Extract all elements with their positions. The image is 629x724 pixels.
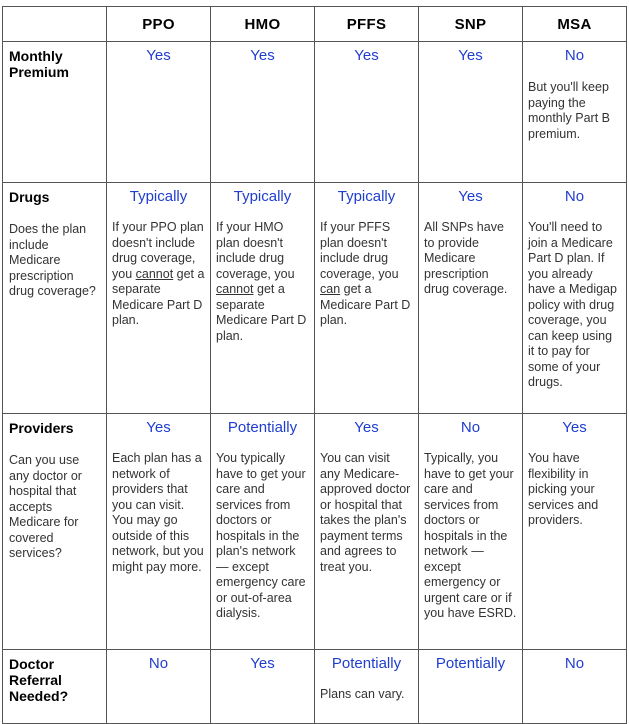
providers-hmo-note: You typically have to get your care and services from doctors or hospitals in the plan's network — except emergency care or out-of-area dialysis. <box>216 451 306 620</box>
providers-pffs-note: You can visit any Medicare-approved doctor or hospital that takes the plan's payment terms and agrees to treat you. <box>320 451 411 574</box>
premium-hmo-cell <box>211 42 315 183</box>
premium-msa-cell <box>523 42 627 183</box>
providers-snp-answer: No <box>460 419 481 436</box>
referral-ppo-answer: No <box>148 655 169 672</box>
providers-pffs-cell <box>315 414 419 650</box>
referral-msa-cell <box>523 650 627 724</box>
row-question-drugs: Does the plan include Medicare prescription drug coverage? <box>9 222 96 298</box>
row-label-doctor-referral: Doctor Referral Needed? <box>9 656 69 704</box>
note-text: get a separate Medicare Part D plan. <box>216 282 307 343</box>
note-text: If your PFFS plan doesn't include drug coverage, you <box>320 220 399 281</box>
providers-msa-note: You have flexibility in picking your services and providers. <box>528 451 599 527</box>
table-row-drugs <box>3 183 627 414</box>
row-label-cell <box>3 42 107 183</box>
row-label-cell <box>3 650 107 724</box>
column-header-pffs: PFFS <box>315 7 419 42</box>
column-header-ppo: PPO <box>107 7 211 42</box>
medicare-plan-comparison-table <box>2 6 627 724</box>
note-emphasis: can <box>320 282 341 296</box>
providers-msa-cell <box>523 414 627 650</box>
row-label-cell <box>3 414 107 650</box>
note-emphasis: cannot <box>135 266 174 281</box>
drugs-pffs-answer: Typically <box>337 188 396 205</box>
premium-ppo-cell <box>107 42 211 183</box>
note-text: get a separate Medicare Part D plan. <box>112 266 205 327</box>
drugs-msa-note: You'll need to join a Medicare Part D plan. If you already have a Medigap policy with drug coverage, you can keep using it to pay for some of your drugs. <box>528 220 617 389</box>
table-row-doctor-referral <box>3 650 627 724</box>
drugs-snp-note: All SNPs have to provide Medicare prescription drug coverage. <box>424 220 508 296</box>
providers-snp-cell <box>419 414 523 650</box>
providers-snp-note: Typically, you have to get your care and services from doctors or hospitals in the network — except emergency or urgent care or if you have ESRD. <box>424 451 517 620</box>
premium-pffs-answer: Yes <box>354 47 379 64</box>
referral-pffs-note: Plans can vary. <box>320 687 405 701</box>
premium-msa-answer: No <box>564 47 585 64</box>
providers-ppo-cell <box>107 414 211 650</box>
referral-pffs-answer: Potentially <box>331 655 402 672</box>
premium-ppo-answer: Yes <box>146 47 171 64</box>
drugs-msa-answer: No <box>564 188 585 205</box>
drugs-hmo-cell <box>211 183 315 414</box>
column-header-snp: SNP <box>419 7 523 42</box>
drugs-hmo-answer: Typically <box>233 188 292 205</box>
comparison-table-frame <box>2 6 627 724</box>
column-header-hmo: HMO <box>211 7 315 42</box>
drugs-pffs-cell <box>315 183 419 414</box>
row-label-drugs: Drugs <box>9 189 50 205</box>
referral-pffs-cell <box>315 650 419 724</box>
premium-hmo-answer: Yes <box>250 47 275 64</box>
drugs-ppo-cell <box>107 183 211 414</box>
row-label-cell <box>3 183 107 414</box>
column-header-msa: MSA <box>523 7 627 42</box>
drugs-snp-cell <box>419 183 523 414</box>
referral-hmo-cell <box>211 650 315 724</box>
premium-pffs-cell <box>315 42 419 183</box>
table-row-providers <box>3 414 627 650</box>
referral-ppo-cell <box>107 650 211 724</box>
referral-msa-answer: No <box>564 655 585 672</box>
premium-snp-answer: Yes <box>458 47 483 64</box>
note-text: If your HMO plan doesn't include drug coverage, you <box>216 220 295 281</box>
drugs-ppo-note <box>112 220 205 329</box>
referral-snp-cell <box>419 650 523 724</box>
header-row <box>3 7 627 42</box>
providers-hmo-answer: Potentially <box>227 419 298 436</box>
note-text: If your PPO plan doesn't include drug coverage, you <box>112 220 204 281</box>
referral-hmo-answer: Yes <box>250 655 275 672</box>
providers-msa-answer: Yes <box>562 419 587 436</box>
providers-ppo-note: Each plan has a network of providers that you can visit. You may go outside of this network, but you might pay more. <box>112 451 204 574</box>
providers-hmo-cell <box>211 414 315 650</box>
row-label-monthly-premium: Monthly Premium <box>9 48 69 80</box>
premium-snp-cell <box>419 42 523 183</box>
drugs-pffs-note <box>320 220 413 329</box>
note-emphasis: cannot <box>216 282 254 296</box>
providers-pffs-answer: Yes <box>354 419 379 436</box>
drugs-ppo-answer: Typically <box>129 188 188 205</box>
premium-msa-note: But you'll keep paying the monthly Part B premium. <box>528 80 610 141</box>
providers-ppo-answer: Yes <box>146 419 171 436</box>
drugs-snp-answer: Yes <box>458 188 483 205</box>
referral-snp-answer: Potentially <box>435 655 506 672</box>
row-question-providers: Can you use any doctor or hospital that accepts Medicare for covered services? <box>9 453 82 560</box>
row-label-providers: Providers <box>9 420 74 436</box>
table-row-monthly-premium <box>3 42 627 183</box>
drugs-msa-cell <box>523 183 627 414</box>
note-text: get a Medicare Part D plan. <box>320 282 411 327</box>
drugs-hmo-note <box>216 220 309 344</box>
corner-cell <box>3 7 107 42</box>
